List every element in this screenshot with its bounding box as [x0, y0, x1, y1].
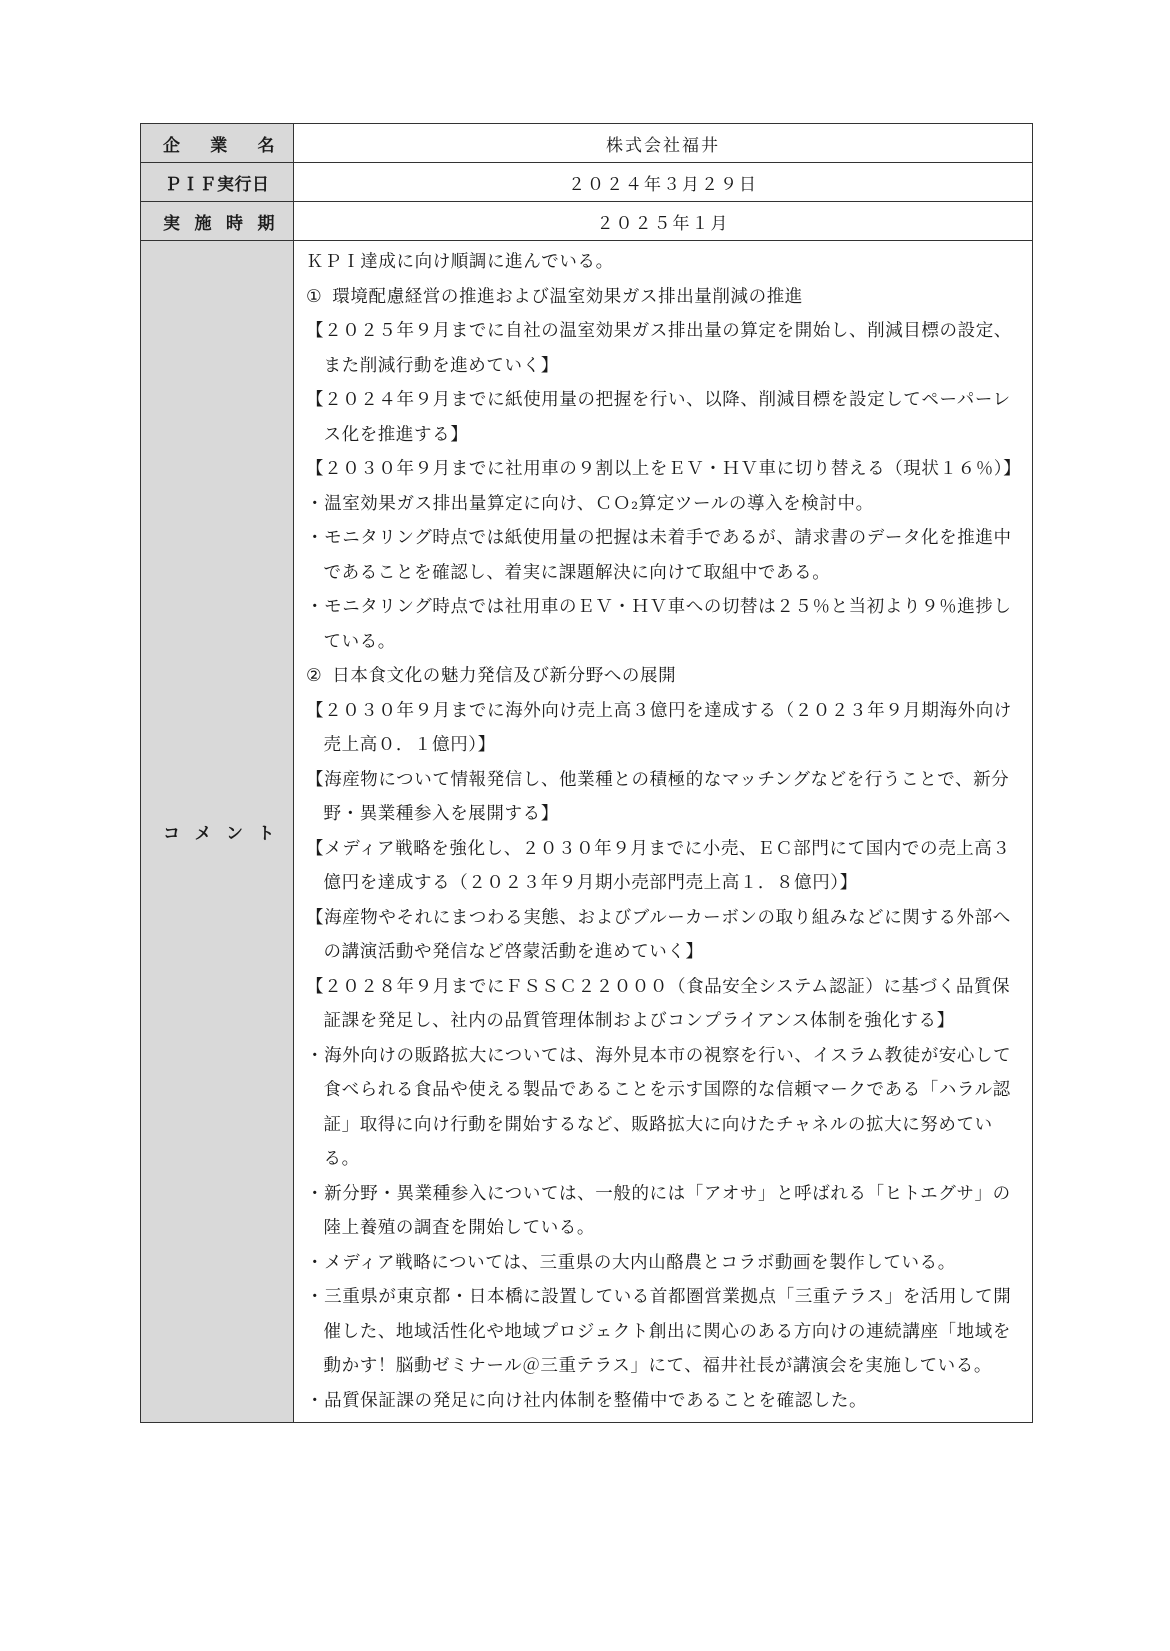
- section-2-bullet: ・三重県が東京都・日本橋に設置している首都圏営業拠点「三重テラス」を活用して開催した、地域活性化や地域プロジェクト創出に関心のある方向けの連続講座「地域を動かす！脳動ゼミナール＠三重テラス」にて、福井社長が講演会を実施している。: [306, 1287, 1012, 1376]
- monitoring-report-table: [140, 123, 1033, 1423]
- section-1-bullet: ・モニタリング時点では社用車のＥＶ・ＨＶ車への切替は２５％と当初より９％進捗している。: [306, 597, 1012, 652]
- period-label-char: 施: [194, 213, 212, 234]
- section-2-target: 【海産物やそれにまつわる実態、およびブルーカーボンの取り組みなどに関する外部への講演活動や発信など啓蒙活動を進めていく】: [306, 907, 1011, 962]
- company-label-char: 業: [210, 135, 228, 156]
- company-label-char: 企: [163, 135, 181, 156]
- period-label: [141, 202, 294, 241]
- pif-date-label: ＰＩＦ実行日: [141, 163, 294, 202]
- section-1-title: 環境配慮経営の推進および温室効果ガス排出量削減の推進: [332, 286, 803, 307]
- pif-date-value: ２０２４年３月２９日: [294, 163, 1033, 202]
- section-1-heading: [306, 280, 1024, 315]
- comment-label-char: メ: [194, 824, 212, 844]
- comment-intro: ＫＰＩ達成に向け順調に進んでいる。: [306, 252, 614, 272]
- company-label-char: 名: [257, 135, 275, 156]
- comment-body: [294, 241, 1033, 1423]
- section-2-target: 【メディア戦略を強化し、２０３０年９月までに小売、ＥＣ部門にて国内での売上高３億円を達成する（２０２３年９月期小売部門売上高１．８億円）】: [306, 838, 1011, 893]
- section-1-marker: ①: [306, 286, 323, 307]
- section-1-bullet: ・温室効果ガス排出量算定に向け、ＣＯ₂算定ツールの導入を検討中。: [306, 493, 874, 514]
- section-2-marker: ②: [306, 666, 323, 686]
- comment-label-char: ン: [226, 824, 244, 844]
- section-2-target: 【２０２８年９月までにＦＳＳＣ２２０００（食品安全システム認証）に基づく品質保証課を発足し、社内の品質管理体制およびコンプライアンス体制を強化する】: [306, 976, 1011, 1031]
- pif-date-row: [141, 163, 1033, 202]
- section-1-target: 【２０３０年９月までに社用車の９割以上をＥＶ・ＨＶ車に切り替える（現状１６％）】: [306, 459, 1022, 479]
- section-1-bullet: ・モニタリング時点では紙使用量の把握は未着手であるが、請求書のデータ化を推進中であることを確認し、着実に課題解決に向けて取組中である。: [306, 528, 1012, 583]
- period-label-char: 実: [163, 213, 181, 234]
- section-2-title: 日本食文化の魅力発信及び新分野への展開: [332, 666, 677, 686]
- company-row: [141, 124, 1033, 163]
- comment-label-char: ト: [257, 824, 275, 844]
- period-label-char: 時: [226, 213, 244, 234]
- section-2-heading: [306, 659, 1024, 694]
- section-2-bullet: ・海外向けの販路拡大については、海外見本市の視察を行い、イスラム教徒が安心して食べられる食品や使える製品であることを示す国際的な信頼マークである「ハラル認証」取得に向け行動を開始するなど、販路拡大に向けたチャネルの拡大に努めている。: [306, 1045, 1012, 1169]
- section-2-bullet: ・メディア戦略については、三重県の大内山酪農とコラボ動画を製作している。: [306, 1252, 956, 1273]
- section-2-bullet: ・品質保証課の発足に向け社内体制を整備中であることを確認した。: [306, 1390, 868, 1411]
- period-row: [141, 202, 1033, 241]
- company-label: [141, 124, 294, 163]
- period-value: ２０２５年１月: [294, 202, 1033, 241]
- section-1-target: 【２０２４年９月までに紙使用量の把握を行い、以降、削減目標を設定してペーパーレス化を推進する】: [306, 390, 1011, 445]
- period-label-char: 期: [257, 213, 275, 234]
- comment-row: [141, 241, 1033, 1423]
- company-name: 株式会社福井: [294, 124, 1033, 163]
- section-2-bullet: ・新分野・異業種参入については、一般的には「アオサ」と呼ばれる「ヒトエグサ」の陸上養殖の調査を開始している。: [306, 1183, 1011, 1238]
- section-2-target: 【海産物について情報発信し、他業種との積極的なマッチングなどを行うことで、新分野・異業種参入を展開する】: [306, 769, 1010, 824]
- comment-label-char: コ: [163, 824, 181, 844]
- comment-label: [141, 241, 294, 1423]
- section-2-target: 【２０３０年９月までに海外向け売上高３億円を達成する（２０２３年９月期海外向け売上高０．１億円）】: [306, 700, 1012, 755]
- section-1-target: 【２０２５年９月までに自社の温室効果ガス排出量の算定を開始し、削減目標の設定、また削減行動を進めていく】: [306, 321, 1012, 376]
